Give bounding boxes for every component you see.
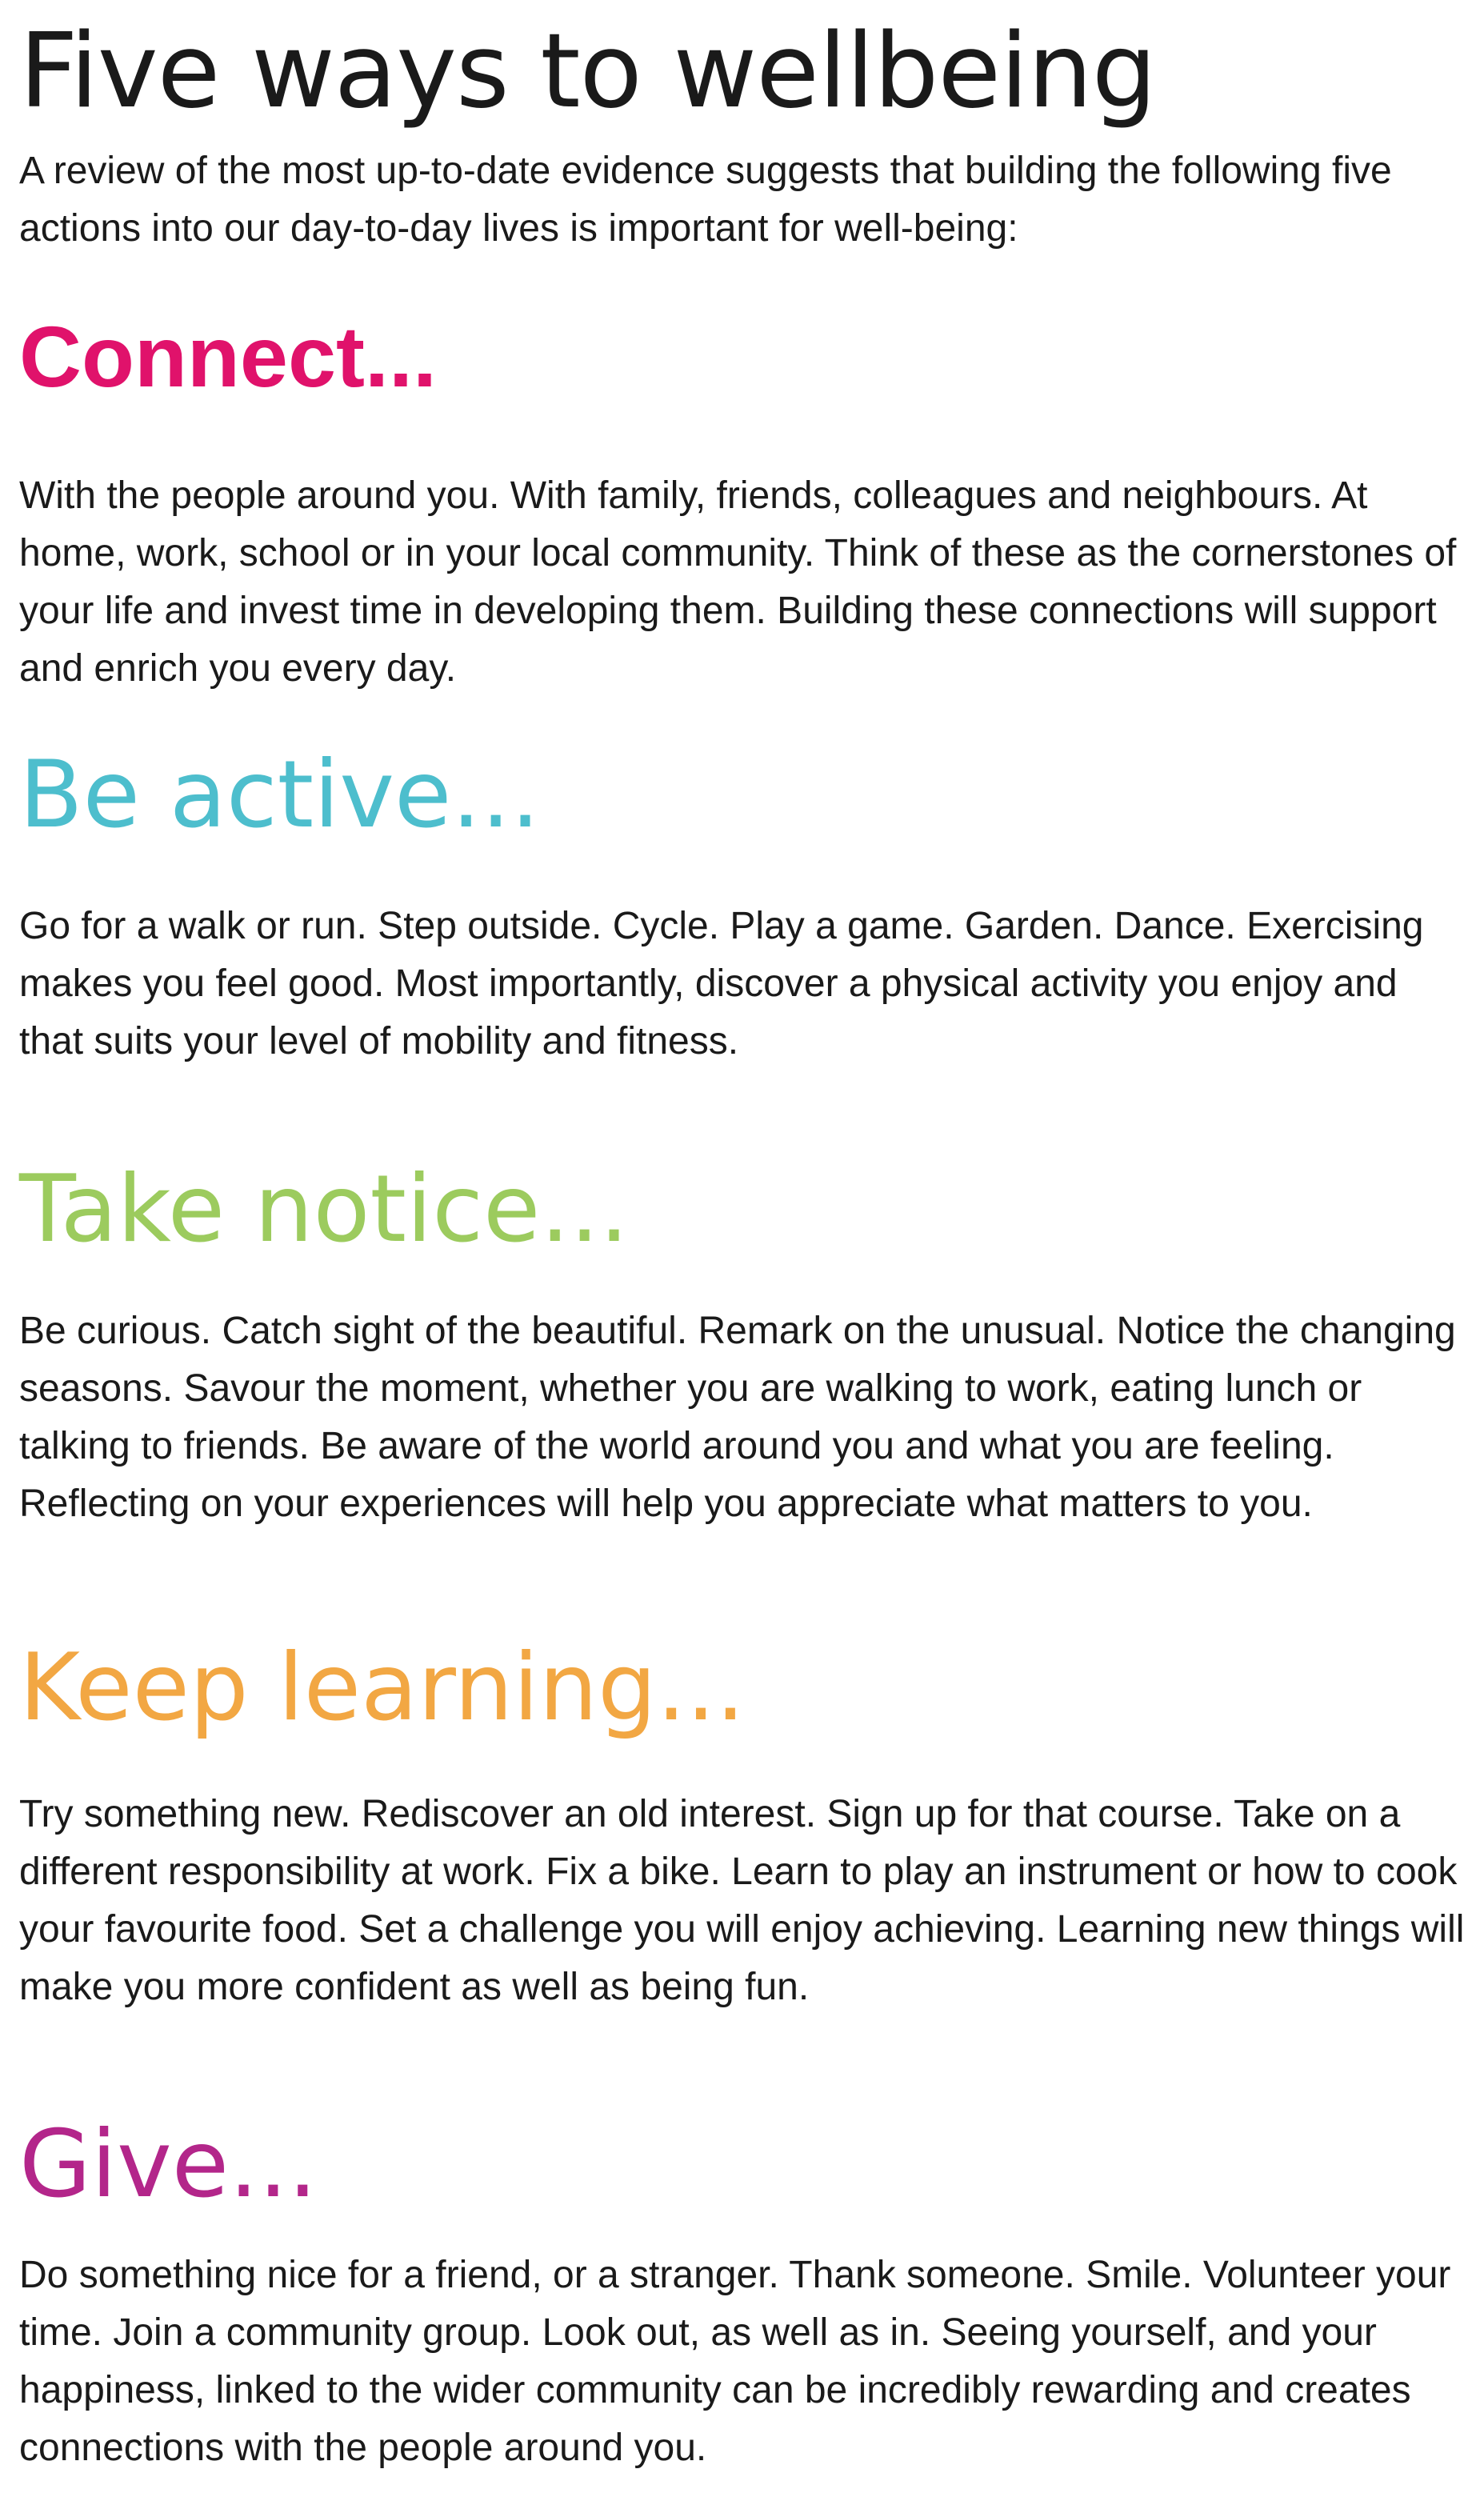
intro-paragraph: A review of the most up-to-date evidence suggests that building the following five actions into our day-to-day lives is important for well-being: — [19, 150, 1392, 250]
section-body-take-notice: Be curious. Catch sight of the beautiful. Remark on the unusual. Notice the changing seasons. Savour the moment, whether you are walking to work, eating lunch or talking to friends. Be aware of the world around you and what you are feeling. Reflecting on your experiences will help you appreciate what matters to you. — [19, 1310, 1456, 1525]
section-body-keep-learning: Try something new. Rediscover an old interest. Sign up for that course. Take on a different responsibility at work. Fix a bike. Learn to play an instrument or how to cook your favourite food. Set a challenge you will enjoy achieving. Learning new things will make you more confident as well as being fun. — [19, 1793, 1465, 2008]
section-heading-take-notice: Take notice... — [19, 1155, 629, 1263]
section-heading-keep-learning: Keep learning... — [19, 1634, 746, 1742]
section-heading-connect: Connect... — [19, 308, 438, 405]
section-body-be-active: Go for a walk or run. Step outside. Cycle. Play a game. Garden. Dance. Exercising makes you feel good. Most importantly, discover a physical activity you enjoy and that suits your level of mobility and fitness. — [19, 905, 1424, 1062]
section-heading-be-active: Be active... — [19, 741, 541, 849]
section-heading-give: Give... — [19, 2111, 318, 2219]
section-body-give: Do something nice for a friend, or a stranger. Thank someone. Smile. Volunteer your time. Join a community group. Look out, as well as in. Seeing yourself, and your happiness, linked to the wider community can be incredibly rewarding and creates connections with the people around you. — [19, 2254, 1451, 2469]
page-title: Five ways to wellbeing — [19, 12, 1156, 131]
section-body-connect: With the people around you. With family, friends, colleagues and neighbours. At home, work, school or in your local community. Think of these as the cornerstones of your life and invest time in developing them. Building these connections will support and enrich you every day. — [19, 474, 1457, 690]
